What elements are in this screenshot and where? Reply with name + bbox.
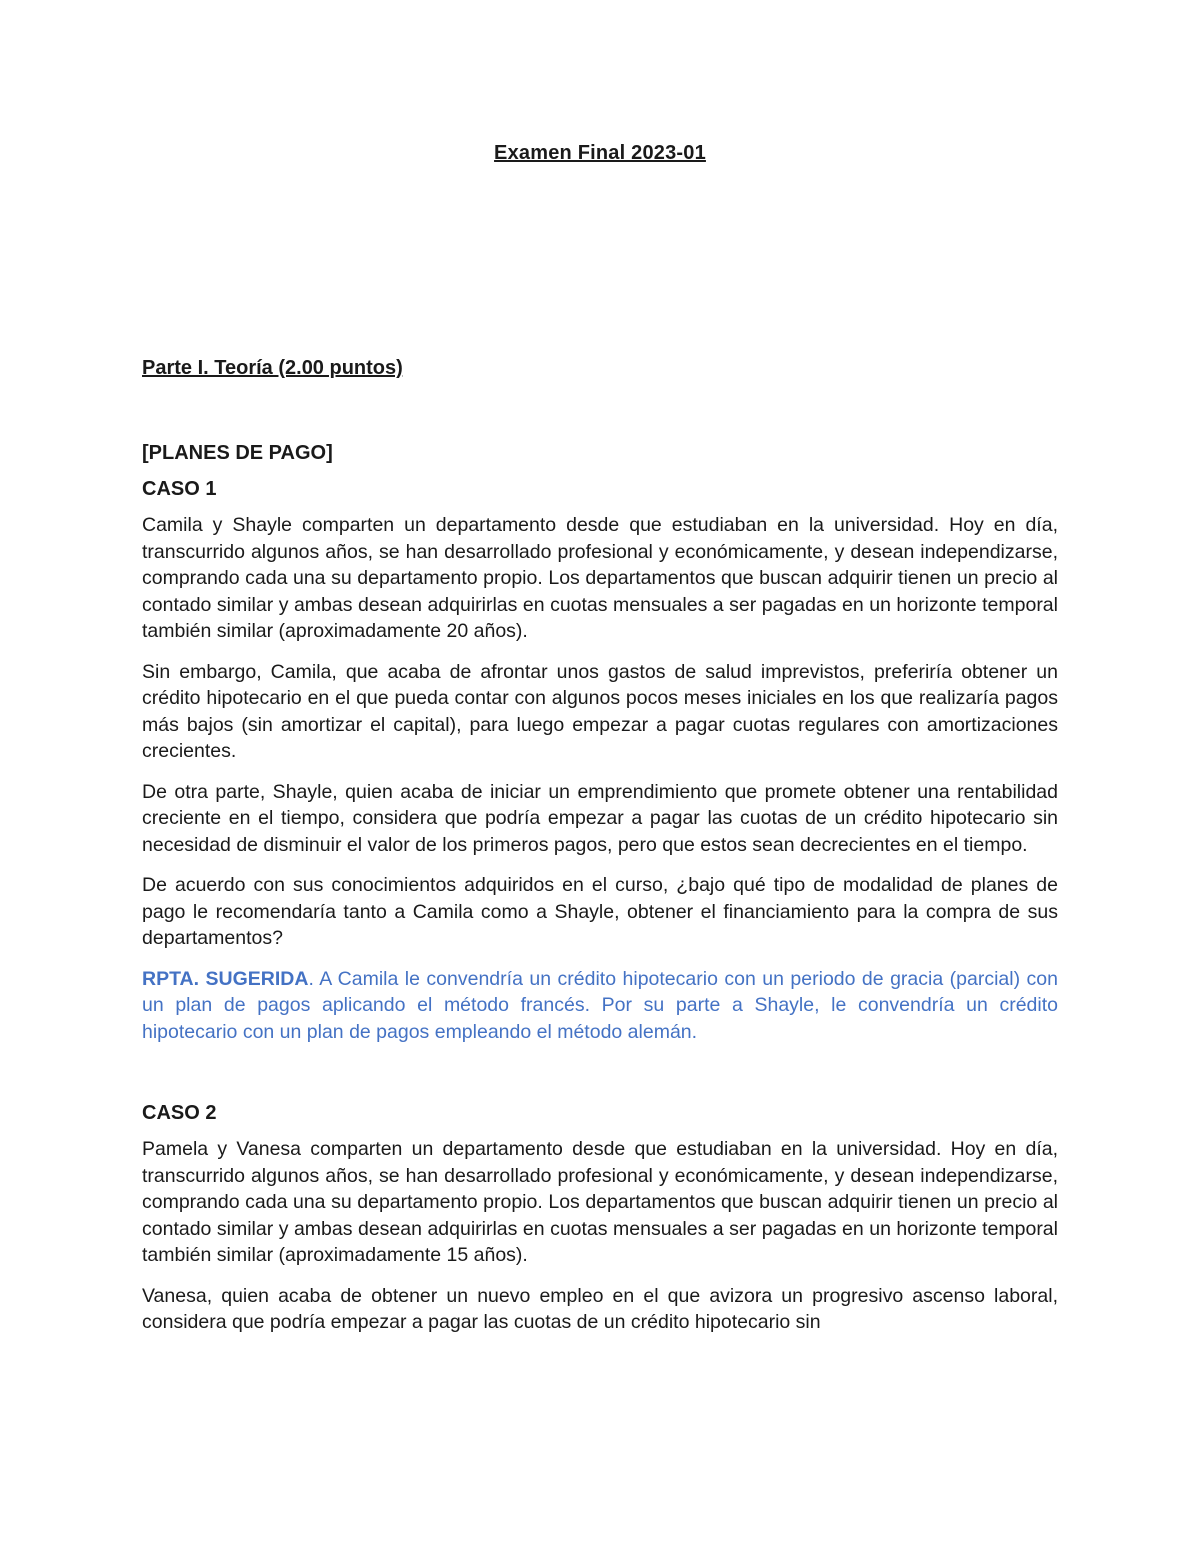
case1-paragraph-4: De acuerdo con sus conocimientos adquiridos en el curso, ¿bajo qué tipo de modalidad de planes de pago le recomendaría tanto a Camila como a Shayle, obtener el financiamiento para la compra de sus departamentos? xyxy=(142,874,1058,949)
case1-paragraph-3: De otra parte, Shayle, quien acaba de iniciar un emprendimiento que promete obtener una rentabilidad creciente en el tiempo, considera que podría empezar a pagar las cuotas de un crédito hipotecario sin necesidad de disminuir el valor de los primeros pagos, pero que estos sean decrecientes en el tiempo. xyxy=(142,780,1058,856)
answer-label: RPTA. SUGERIDA xyxy=(142,967,309,990)
case1-suggested-answer xyxy=(142,966,1058,1046)
case2-paragraph-1: Pamela y Vanesa comparten un departamento desde que estudiaban en la universidad. Hoy en día, transcurrido algunos años, se han desarrollado profesional y económicamente, y desean independizarse, comprando cada una su departamento propio. Los departamentos que buscan adquirir tienen un precio al contado similar y ambas desean adquirirlas en cuotas mensuales a ser pagadas en un horizonte temporal también similar (aproximadamente 15 años). xyxy=(142,1138,1058,1266)
section-heading: [PLANES DE PAGO] xyxy=(142,442,333,464)
document-body xyxy=(142,356,1058,1336)
case2-paragraph-2: Vanesa, quien acaba de obtener un nuevo empleo en el que avizora un progresivo ascenso laboral, considera que podría empezar a pagar las cuotas de un crédito hipotecario sin xyxy=(142,1284,1058,1333)
case1-paragraph-2: Sin embargo, Camila, que acaba de afrontar unos gastos de salud imprevistos, preferiría obtener un crédito hipotecario en el que pueda contar con algunos pocos meses iniciales en los que realizaría pagos más bajos (sin amortizar el capital), para luego empezar a pagar cuotas regulares con amortizaciones crecientes. xyxy=(142,660,1058,762)
case2-heading: CASO 2 xyxy=(142,1102,217,1124)
case1-paragraph-1: Camila y Shayle comparten un departamento desde que estudiaban en la universidad. Hoy en día, transcurrido algunos años, se han desarrollado profesional y económicamente, y desean independizarse, comprando cada una su departamento propio. Los departamentos que buscan adquirir tienen un precio al contado similar y ambas desean adquirirlas en cuotas mensuales a ser pagadas en un horizonte temporal también similar (aproximadamente 20 años). xyxy=(142,514,1058,642)
part-heading: Parte I. Teoría (2.00 puntos) xyxy=(142,357,403,379)
document-title: Examen Final 2023-01 xyxy=(494,142,706,164)
answer-text: . A Camila le convendría un crédito hipotecario con un periodo de gracia (parcial) con un plan de pagos aplicando el método francés. Por su parte a Shayle, le convendría un crédito hipotecario con un plan de pagos empleando el método alemán. xyxy=(142,967,1058,1043)
case1-heading: CASO 1 xyxy=(142,478,217,500)
